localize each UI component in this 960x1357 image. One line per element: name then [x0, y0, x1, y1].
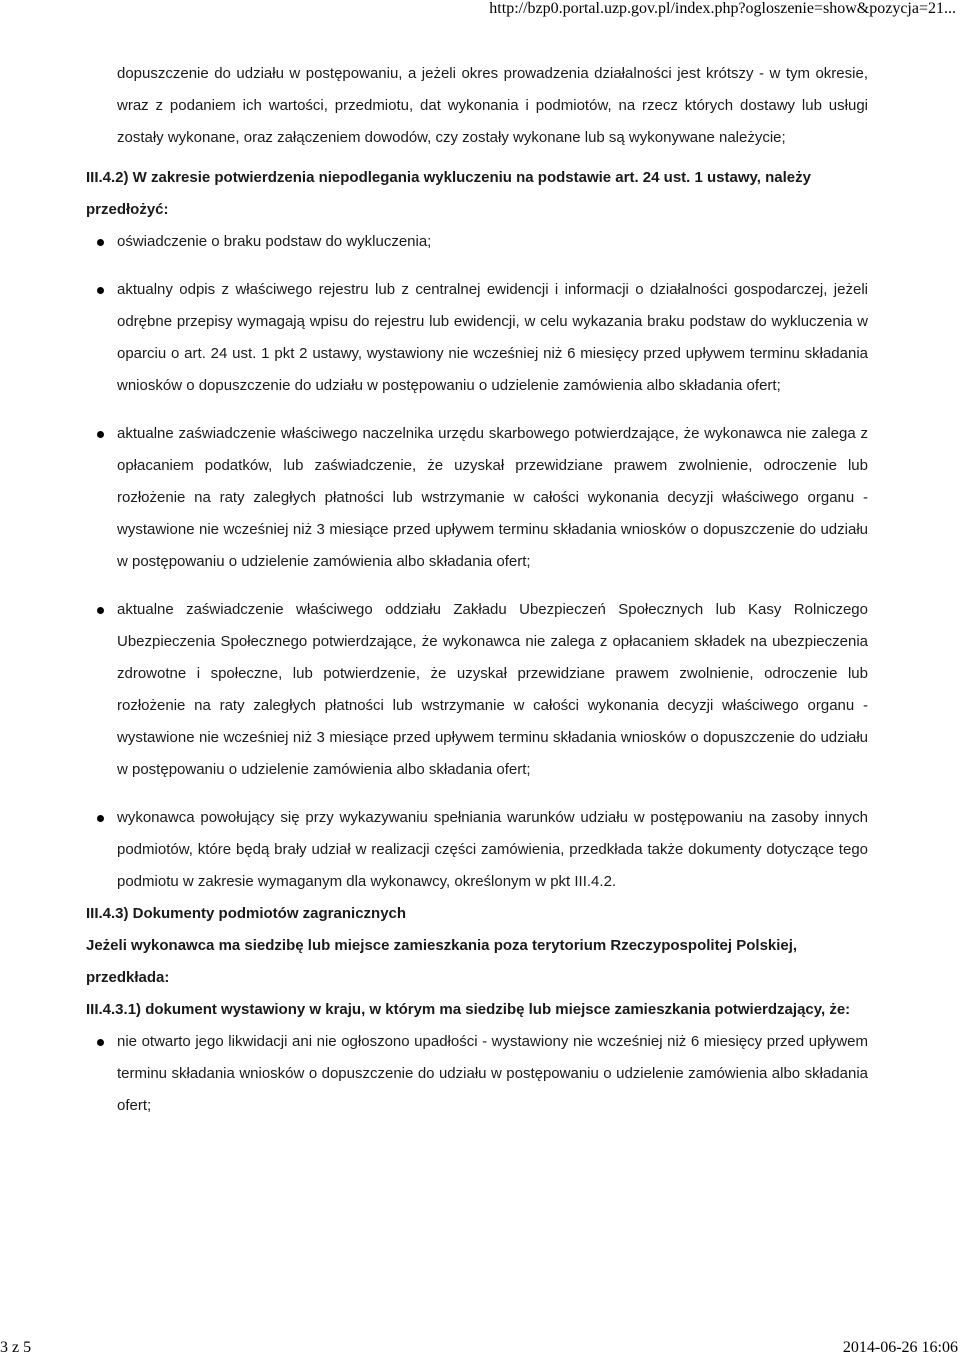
- bullet-icon: [97, 287, 104, 294]
- bullet-icon: [97, 431, 104, 438]
- section-III-4-3-1-list: [86, 1026, 868, 1122]
- list-item: [86, 802, 868, 898]
- list-item-text: aktualne zaświadczenie właściwego oddziału Zakładu Ubezpieczeń Społecznych lub Kasy Rolniczego Ubezpieczenia Społecznego potwierdzające, że wykonawca nie zalega z opłacaniem składek na ubezpieczenia zdrowotne i społeczne, lub potwierdzenie, że uzyskał przewidziane prawem zwolnienie, odroczenie lub rozłożenie na raty zaległych płatności lub wstrzymanie w całości wykonania decyzji właściwego organu - wystawione nie wcześniej niż 3 miesiące przed upływem terminu składania wniosków o dopuszczenie do udziału w postępowaniu o udzielenie zamówienia albo składania ofert;: [117, 601, 868, 778]
- bullet-icon: [97, 815, 104, 822]
- list-item: [86, 226, 868, 258]
- section-III-4-2-list: [86, 226, 868, 898]
- list-item: [86, 418, 868, 578]
- section-III-4-3-intro: Jeżeli wykonawca ma siedzibę lub miejsce zamieszkania poza terytorium Rzeczypospolitej Polskiej, przedkłada:: [86, 937, 798, 986]
- bullet-icon: [97, 239, 104, 246]
- section-heading-III-4-2: III.4.2) W zakresie potwierdzenia niepodlegania wykluczeniu na podstawie art. 24 ust. 1 ustawy, należy przedłożyć:: [86, 169, 811, 218]
- list-item-text: aktualne zaświadczenie właściwego naczelnika urzędu skarbowego potwierdzające, że wykonawca nie zalega z opłacaniem podatków, lub zaświadczenie, że uzyskał przewidziane prawem zwolnienie, odroczenie lub rozłożenie na raty zaległych płatności lub wstrzymanie w całości wykonania decyzji właściwego organu - wystawione nie wcześniej niż 3 miesiące przed upływem terminu składania wniosków o dopuszczenie do udziału w postępowaniu o udzielenie zamówienia albo składania ofert;: [117, 425, 868, 570]
- document-content: [86, 58, 868, 1122]
- print-datetime: 2014-06-26 16:06: [842, 1339, 958, 1356]
- section-heading-III-4-3: III.4.3) Dokumenty podmiotów zagranicznych: [86, 905, 407, 922]
- list-item-text: oświadczenie o braku podstaw do wykluczenia;: [117, 233, 432, 250]
- bullet-icon: [97, 1039, 104, 1046]
- list-item-text: nie otwarto jego likwidacji ani nie ogłoszono upadłości - wystawiony nie wcześniej niż 6 miesięcy przed upływem terminu składania wniosków o dopuszczenie do udziału w postępowaniu o udzielenie zamówienia albo składania ofert;: [117, 1033, 868, 1114]
- list-item-text: wykonawca powołujący się przy wykazywaniu spełniania warunków udziału w postępowaniu na zasoby innych podmiotów, które będą brały udział w realizacji części zamówienia, przedkłada także dokumenty dotyczące tego podmiotu w zakresie wymaganym dla wykonawcy, określonym w pkt III.4.2.: [117, 809, 868, 890]
- bullet-icon: [97, 607, 104, 614]
- list-item-text: aktualny odpis z właściwego rejestru lub z centralnej ewidencji i informacji o działalności gospodarczej, jeżeli odrębne przepisy wymagają wpisu do rejestru lub ewidencji, w celu wykazania braku podstaw do wykluczenia w oparciu o art. 24 ust. 1 pkt 2 ustawy, wystawiony nie wcześniej niż 6 miesięcy przed upływem terminu składania wniosków o dopuszczenie do udziału w postępowaniu o udzielenie zamówienia albo składania ofert;: [117, 281, 868, 394]
- list-item: [86, 1026, 868, 1122]
- page-number: 3 z 5: [0, 1339, 32, 1356]
- list-item: [86, 594, 868, 786]
- intro-continuation-paragraph: dopuszczenie do udziału w postępowaniu, a jeżeli okres prowadzenia działalności jest krótszy - w tym okresie, wraz z podaniem ich wartości, przedmiotu, dat wykonania i podmiotów, na rzecz których dostawy lub usługi zostały wykonane, oraz załączeniem dowodów, czy zostały wykonane lub są wykonywane należycie;: [117, 65, 868, 146]
- print-header-url: http://bzp0.portal.uzp.gov.pl/index.php?ogloszenie=show&pozycja=21...: [489, 0, 956, 17]
- list-item: [86, 274, 868, 402]
- section-heading-III-4-3-1: III.4.3.1) dokument wystawiony w kraju, w którym ma siedzibę lub miejsce zamieszkania potwierdzający, że:: [86, 1001, 851, 1018]
